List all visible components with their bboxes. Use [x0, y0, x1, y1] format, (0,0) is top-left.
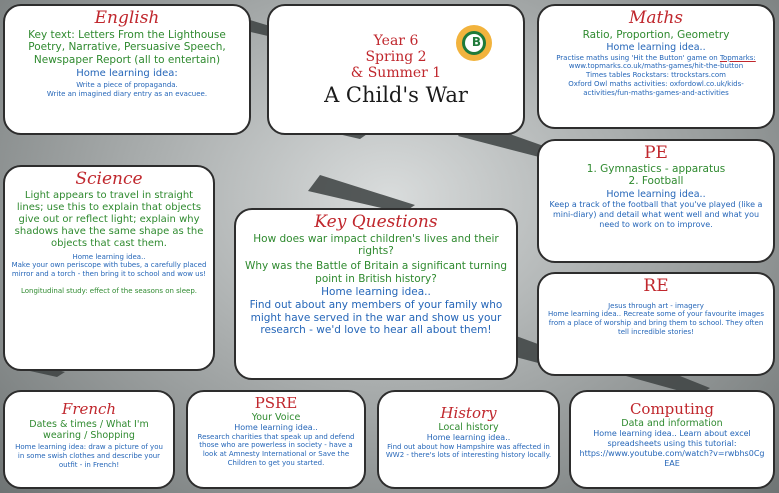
- science-longitudinal: Longitudinal study: effect of the seasons on sleep.: [20, 286, 198, 295]
- maths-practise-text-2: www.topmarks.co.uk/maths-games/hit-the-button: [568, 62, 744, 71]
- maths-card: [537, 4, 775, 129]
- history-idea: Find out about how Hampshire was affected in WW2 - there's lots of interesting history locally.: [385, 442, 552, 460]
- re-title: RE: [643, 276, 669, 296]
- french-card: [3, 390, 175, 489]
- psre-topic: Your Voice: [251, 411, 301, 423]
- science-home-label: Home learning idea..: [72, 252, 146, 261]
- maths-home-label: Home learning idea..: [606, 41, 706, 53]
- key-questions-title: Key Questions: [314, 212, 438, 232]
- french-title: French: [61, 400, 117, 418]
- key-questions-card: [234, 208, 518, 380]
- topic-header-card: [267, 4, 525, 135]
- computing-idea: Home learning idea.. Learn about excel spreadsheets using this tutorial:: [593, 428, 751, 448]
- school-logo-letter: B: [471, 35, 481, 49]
- english-title: English: [94, 8, 160, 28]
- key-questions-idea: Find out about any members of your family who might have served in the war and show us your research - we'd love to hear all about them!: [249, 298, 503, 337]
- computing-card: [569, 390, 775, 489]
- year-label: Year 6: [373, 33, 419, 49]
- key-questions-home-label: Home learning idea..: [321, 285, 431, 298]
- history-topic: Local history: [438, 421, 499, 433]
- english-idea-2: Write an imagined diary entry as an evacuee.: [46, 90, 208, 99]
- computing-tutorial-link[interactable]: https://www.youtube.com/watch?v=rwbhs0CgEAE: [579, 448, 765, 468]
- re-card: [537, 272, 775, 376]
- english-home-label: Home learning idea:: [76, 68, 178, 80]
- science-card: [3, 165, 215, 371]
- maths-oxford: Oxford Owl maths activities: oxfordowl.co.uk/kids-activities/fun-maths-games-and-activities: [568, 79, 744, 97]
- history-home-label: Home learning idea..: [426, 432, 511, 442]
- pe-idea: Keep a track of the football that you've played (like a mini-diary) and detail what went well and what you need to work on to improve.: [549, 199, 763, 229]
- key-question-1: How does war impact children's lives and their rights?: [253, 232, 499, 258]
- re-idea: Recreate some of your favourite images from a place of worship and bring them to school. They often tell incredible stories!: [548, 310, 765, 336]
- maths-practise-text-1: Practise maths using 'Hit the Button' game on: [556, 53, 718, 62]
- english-card: [3, 4, 251, 135]
- re-home-idea: [545, 310, 767, 336]
- psre-card: [186, 390, 366, 489]
- pe-home-label: Home learning idea..: [606, 188, 706, 200]
- french-topic: Dates & times / What I'm wearing / Shopping: [29, 418, 149, 441]
- history-card: [377, 390, 560, 489]
- computing-topic: Data and information: [621, 417, 723, 429]
- maths-title: Maths: [628, 8, 684, 28]
- maths-practise: [545, 54, 767, 72]
- maths-topmarks-link[interactable]: Topmarks:: [719, 53, 756, 62]
- pe-card: [537, 139, 775, 263]
- english-key-text: Key text: Letters From the Lighthouse: [28, 28, 226, 41]
- psre-idea: Research charities that speak up and defend those who are powerless in society - have a look at Amnesty International or Save the Children to get you started.: [197, 432, 355, 467]
- science-body: Light appears to travel in straight lines; use this to explain that objects give out or reflect light; explain why shadows have the same shape as the objects that cast them.: [14, 189, 204, 250]
- topic-title: A Child's War: [324, 83, 468, 107]
- psre-home-label: Home learning idea..: [234, 422, 318, 432]
- english-genres: Poetry, Narrative, Persuasive Speech, Newspaper Report (all to entertain): [28, 41, 226, 66]
- pe-item-1: 1. Gymnastics - apparatus: [586, 162, 726, 175]
- re-topic: Jesus through art - imagery: [608, 301, 704, 310]
- re-home-label: Home learning idea..: [547, 310, 622, 319]
- computing-title: Computing: [629, 400, 715, 418]
- pe-item-2: 2. Football: [628, 174, 684, 187]
- psre-title: PSRE: [254, 394, 298, 412]
- science-idea: Make your own periscope with tubes, a carefully placed mirror and a torch - then bring it to school and wow us!: [11, 261, 207, 279]
- pe-title: PE: [644, 143, 668, 163]
- maths-topics: Ratio, Proportion, Geometry: [582, 28, 730, 41]
- french-idea: Home learning idea: draw a picture of you in some swish clothes and describe your outfit - in French!: [15, 443, 163, 469]
- key-question-2: Why was the Battle of Britain a significant turning point in British history?: [244, 260, 508, 286]
- english-idea-1: Write a piece of propaganda.: [76, 81, 178, 90]
- term-label-2: & Summer 1: [350, 65, 442, 81]
- term-label-1: Spring 2: [365, 49, 427, 65]
- history-title: History: [440, 404, 497, 422]
- maths-rockstars: Times tables Rockstars: ttrockstars.com: [586, 71, 726, 80]
- science-title: Science: [75, 169, 143, 189]
